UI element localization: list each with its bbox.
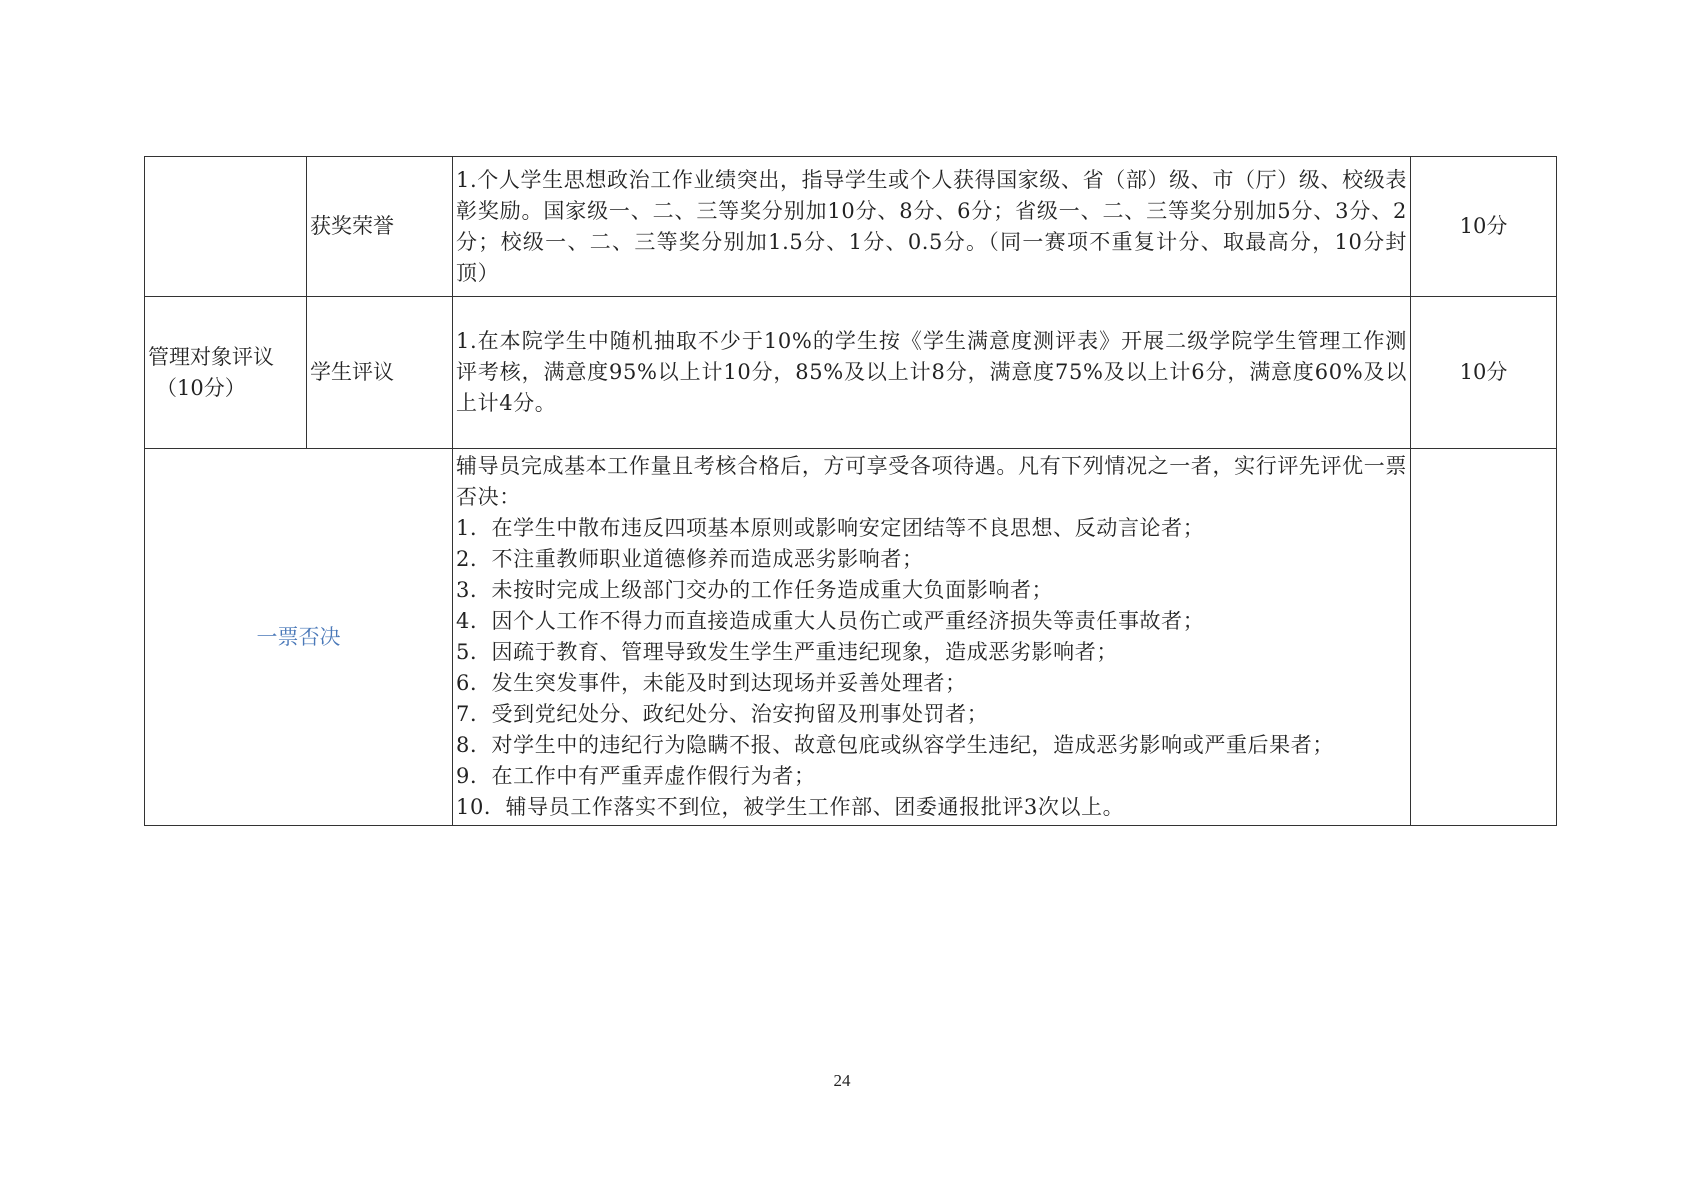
veto-item: 10．辅导员工作落实不到位，被学生工作部、团委通报批评3次以上。 (456, 795, 1125, 819)
award-score-cell: 10分 (1411, 157, 1557, 297)
veto-item: 9．在工作中有严重弄虚作假行为者； (456, 764, 816, 788)
veto-item: 5．因疏于教育、管理导致发生学生严重违纪现象，造成恶劣影响者； (456, 640, 1118, 664)
manage-item-cell: 学生评议 (307, 297, 453, 449)
veto-title-cell: 一票否决 (145, 449, 453, 826)
table-row-award (145, 157, 1557, 297)
page-number: 24 (833, 1071, 851, 1090)
award-criteria-cell: 1.个人学生思想政治工作业绩突出，指导学生或个人获得国家级、省（部）级、市（厅）级、校级表彰奖励。国家级一、二、三等奖分别加10分、8分、6分；省级一、二、三等奖分别加5分、3分、2分；校级一、二、三等奖分别加1.5分、1分、0.5分。（同一赛项不重复计分、取最高分，10分封顶） (453, 157, 1411, 297)
veto-item: 8．对学生中的违纪行为隐瞒不报、故意包庇或纵容学生违纪，造成恶劣影响或严重后果者； (456, 733, 1334, 757)
veto-content-cell (453, 449, 1411, 826)
evaluation-table (144, 156, 1557, 826)
award-category-cell (145, 157, 307, 297)
veto-intro-text: 辅导员完成基本工作量且考核合格后，方可享受各项待遇。凡有下列情况之一者，实行评先评优一票否决： (456, 454, 1407, 509)
manage-category-score: （10分） (156, 375, 246, 400)
veto-item: 4．因个人工作不得力而直接造成重大人员伤亡或严重经济损失等责任事故者； (456, 609, 1205, 633)
table-row-manage (145, 297, 1557, 449)
veto-item: 7．受到党纪处分、政纪处分、治安拘留及刑事处罚者； (456, 702, 989, 726)
manage-score-cell: 10分 (1411, 297, 1557, 449)
manage-criteria-cell: 1.在本院学生中随机抽取不少于10%的学生按《学生满意度测评表》开展二级学院学生管理工作测评考核，满意度95%以上计10分，85%及以上计8分，满意度75%及以上计6分，满意度60%及以上计4分。 (453, 297, 1411, 449)
veto-item: 1．在学生中散布违反四项基本原则或影响安定团结等不良思想、反动言论者； (456, 516, 1205, 540)
manage-category-label: 管理对象评议 (148, 344, 274, 369)
evaluation-table-container (144, 156, 1556, 826)
veto-item: 6．发生突发事件，未能及时到达现场并妥善处理者； (456, 671, 967, 695)
veto-score-cell (1411, 449, 1557, 826)
veto-item: 2．不注重教师职业道德修养而造成恶劣影响者； (456, 547, 924, 571)
veto-item: 3．未按时完成上级部门交办的工作任务造成重大负面影响者； (456, 578, 1054, 602)
manage-category-cell (145, 297, 307, 449)
table-row-veto (145, 449, 1557, 826)
award-item-cell: 获奖荣誉 (307, 157, 453, 297)
